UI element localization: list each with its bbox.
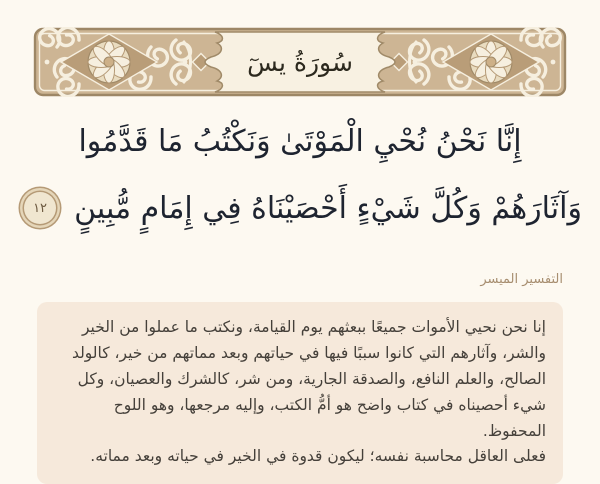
- surah-title: سُورَةُ يسٓ: [247, 47, 353, 77]
- ayah-number-medallion-icon: [24, 192, 56, 224]
- arabesque-frame-ornament: [33, 27, 567, 97]
- tafsir-paragraph-1: إنا نحن نحيي الأموات جميعًا ببعثهم يوم القيامة، ونكتب ما عملوا من الخير والشر، وآثارهم التي كانوا سببًا فيها في حياتهم وبعد مماتهم من خير، كالولد الصالح، والعلم النافع، والصدقة الجارية، ومن شر، كالشرك والعصيان، وكل شيء أحصيناه في كتاب واضح هو أمُّ الكتب، وإليه مرجعها، وهو اللوح المحفوظ.: [71, 318, 546, 440]
- ayah-text-line-1: إِنَّا نَحْنُ نُحْيِ الْمَوْتَىٰ وَنَكْتُبُ مَا قَدَّمُوا: [78, 124, 522, 159]
- surah-header-banner: [33, 27, 567, 97]
- ayah-text-line-2-content: وَآثَارَهُمْ وَكُلَّ شَيْءٍ أَحْصَيْنَاهُ فِي إِمَامٍ مُّبِينٍ: [74, 190, 582, 226]
- ayah-number: ١٢: [33, 200, 48, 216]
- tafsir-source-label: التفسير الميسر: [480, 272, 563, 287]
- tafsir-paragraph-2: فعلى العاقل محاسبة نفسه؛ ليكون قدوة في الخير في حياته وبعد مماته.: [90, 447, 546, 466]
- tafsir-panel: [37, 302, 563, 484]
- ayah-text-line-2: [0, 177, 600, 239]
